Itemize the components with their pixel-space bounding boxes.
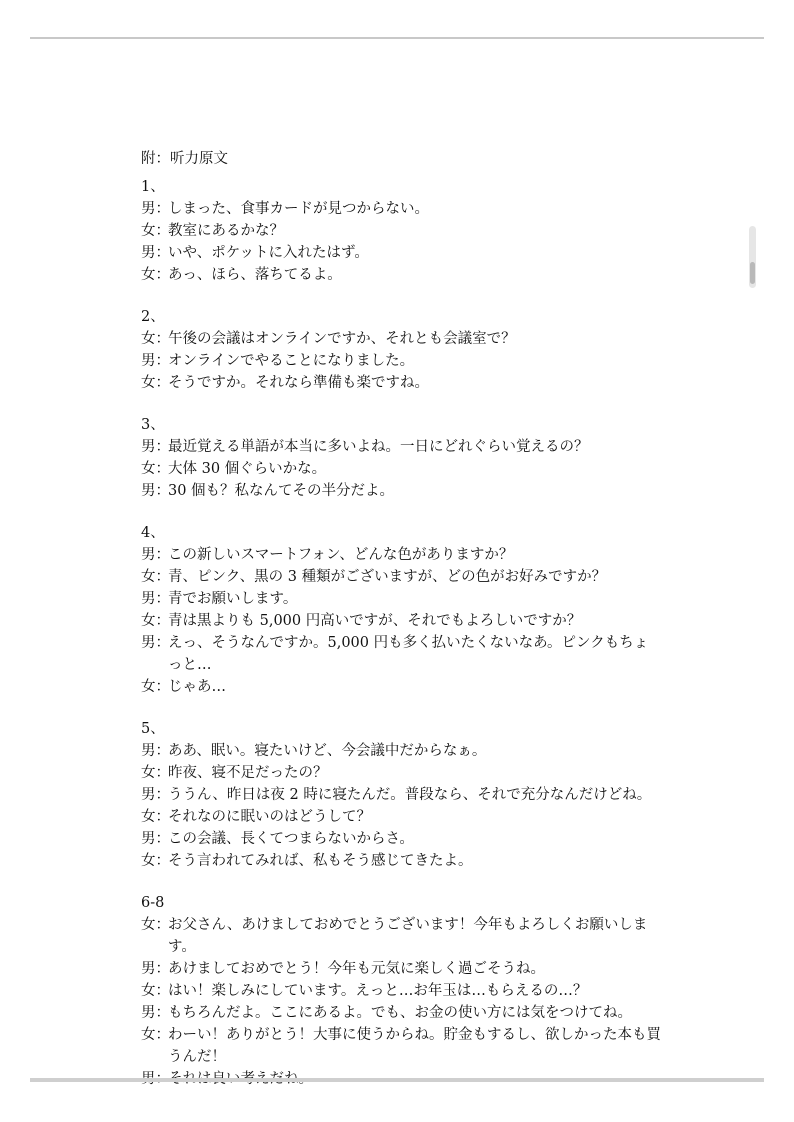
section-heading: 3、: [141, 417, 165, 433]
bottom-rule: [30, 1078, 764, 1082]
speaker-label: 女：: [141, 1027, 170, 1043]
speaker-label: 女：: [141, 679, 170, 695]
dialogue-text: 青、ピンク、黒の 3 種類がございますが、どの色がお好みですか？: [168, 569, 607, 585]
speaker-label: 女：: [141, 461, 170, 477]
dialogue-text: はい！楽しみにしています。えっと…お年玉は…もらえるの…？: [168, 983, 588, 999]
dialogue-line: [141, 544, 661, 566]
speaker-label: 女：: [141, 375, 170, 391]
dialogue-line: [141, 588, 661, 610]
dialogue-line: [141, 264, 661, 286]
dialogue-line: [141, 436, 661, 458]
dialogue-line: [141, 676, 661, 698]
scrollbar-track[interactable]: [749, 226, 756, 288]
section-heading: 4、: [141, 525, 165, 541]
dialogue-line: [141, 1024, 661, 1068]
speaker-label: 女：: [141, 853, 170, 869]
dialogue-line: [141, 632, 661, 676]
dialogue-line: [141, 740, 661, 762]
speaker-label: 女：: [141, 917, 170, 933]
top-rule: [30, 37, 764, 39]
speaker-label: 男：: [141, 635, 170, 651]
speaker-label: 男：: [141, 547, 170, 563]
section-heading: 1、: [141, 179, 165, 195]
dialogue-line: [141, 480, 661, 502]
dialogue-line: [141, 850, 661, 872]
dialogue-text: ああ、眠い。寝たいけど、今会議中だからなぁ。: [168, 743, 487, 759]
speaker-label: 男：: [141, 245, 170, 261]
speaker-label: 女：: [141, 809, 170, 825]
dialogue-text: そう言われてみれば、私もそう感じてきたよ。: [168, 853, 473, 869]
dialogue-line: [141, 762, 661, 784]
dialogue-line: [141, 566, 661, 588]
dialogue-text: あけましておめでとう！今年も元気に楽しく過ごそうね。: [168, 961, 545, 977]
transcript-section: [141, 176, 661, 286]
dialogue-line: [141, 372, 661, 394]
dialogue-text: しまった、食事カードが見つからない。: [168, 201, 429, 217]
speaker-label: 女：: [141, 331, 170, 347]
document-body: [141, 148, 661, 1110]
dialogue-line: [141, 220, 661, 242]
dialogue-text: 大体 30 個ぐらいかな。: [168, 461, 327, 477]
dialogue-text: 教室にあるかな？: [168, 223, 284, 239]
dialogue-text: 昨夜、寝不足だったの？: [168, 765, 328, 781]
scrollbar-thumb[interactable]: [750, 262, 755, 284]
dialogue-text: えっ、そうなんですか。5,000 円も多く払いたくないなあ。ピンクもちょっと…: [168, 635, 649, 673]
dialogue-text: 30 個も？私なんてその半分だよ。: [168, 483, 395, 499]
speaker-label: 男：: [141, 1005, 170, 1021]
dialogue-text: もちろんだよ。ここにあるよ。でも、お金の使い方には気をつけてね。: [168, 1005, 632, 1021]
dialogue-text: オンラインでやることになりました。: [168, 353, 415, 369]
speaker-label: 男：: [141, 439, 170, 455]
speaker-label: 男：: [141, 787, 170, 803]
dialogue-line: [141, 350, 661, 372]
dialogue-text: この新しいスマートフォン、どんな色がありますか？: [168, 547, 514, 563]
transcript-section: [141, 522, 661, 698]
transcript-section: [141, 414, 661, 502]
dialogue-line: [141, 328, 661, 350]
dialogue-line: [141, 806, 661, 828]
transcript-section: [141, 892, 661, 1090]
dialogue-line: [141, 828, 661, 850]
speaker-label: 男：: [141, 591, 170, 607]
dialogue-line: [141, 1002, 661, 1024]
speaker-label: 女：: [141, 223, 170, 239]
dialogue-text: それなのに眠いのはどうして？: [168, 809, 371, 825]
dialogue-line: [141, 458, 661, 480]
transcript-section: [141, 718, 661, 872]
dialogue-text: じゃあ…: [168, 679, 226, 695]
dialogue-line: [141, 980, 661, 1002]
dialogue-line: [141, 914, 661, 958]
dialogue-line: [141, 958, 661, 980]
dialogue-text: あっ、ほら、落ちてるよ。: [168, 267, 342, 283]
speaker-label: 女：: [141, 983, 170, 999]
speaker-label: 男：: [141, 201, 170, 217]
section-heading: 6-8: [141, 895, 165, 911]
dialogue-text: お父さん、あけましておめでとうございます！今年もよろしくお願いします。: [168, 917, 648, 955]
speaker-label: 男：: [141, 831, 170, 847]
dialogue-text: ううん、昨日は夜 2 時に寝たんだ。普段なら、それで充分なんだけどね。: [168, 787, 652, 803]
dialogue-text: この会議、長くてつまらないからさ。: [168, 831, 414, 847]
section-heading: 2、: [141, 309, 165, 325]
speaker-label: 女：: [141, 267, 170, 283]
dialogue-text: そうですか。それなら準備も楽ですね。: [168, 375, 429, 391]
speaker-label: 男：: [141, 353, 170, 369]
speaker-label: 男：: [141, 743, 170, 759]
transcript-sections: [141, 176, 661, 1090]
dialogue-text: 最近覚える単語が本当に多いよね。一日にどれぐらい覚えるの？: [168, 439, 589, 455]
speaker-label: 女：: [141, 765, 170, 781]
transcript-section: [141, 306, 661, 394]
dialogue-line: [141, 242, 661, 264]
section-heading: 5、: [141, 721, 165, 737]
dialogue-text: 青でお願いします。: [168, 591, 298, 607]
dialogue-line: [141, 610, 661, 632]
dialogue-line: [141, 198, 661, 220]
speaker-label: 女：: [141, 569, 170, 585]
speaker-label: 男：: [141, 483, 170, 499]
dialogue-text: わーい！ありがとう！大事に使うからね。貯金もするし、欲しかった本も買うんだ！: [168, 1027, 661, 1065]
dialogue-line: [141, 784, 661, 806]
dialogue-text: 青は黒よりも 5,000 円高いですが、それでもよろしいですか？: [168, 613, 582, 629]
dialogue-text: 午後の会議はオンラインですか、それとも会議室で？: [168, 331, 516, 347]
speaker-label: 女：: [141, 613, 170, 629]
dialogue-text: いや、ポケットに入れたはず。: [168, 245, 369, 261]
document-title: 附：听力原文: [141, 151, 228, 167]
speaker-label: 男：: [141, 961, 170, 977]
